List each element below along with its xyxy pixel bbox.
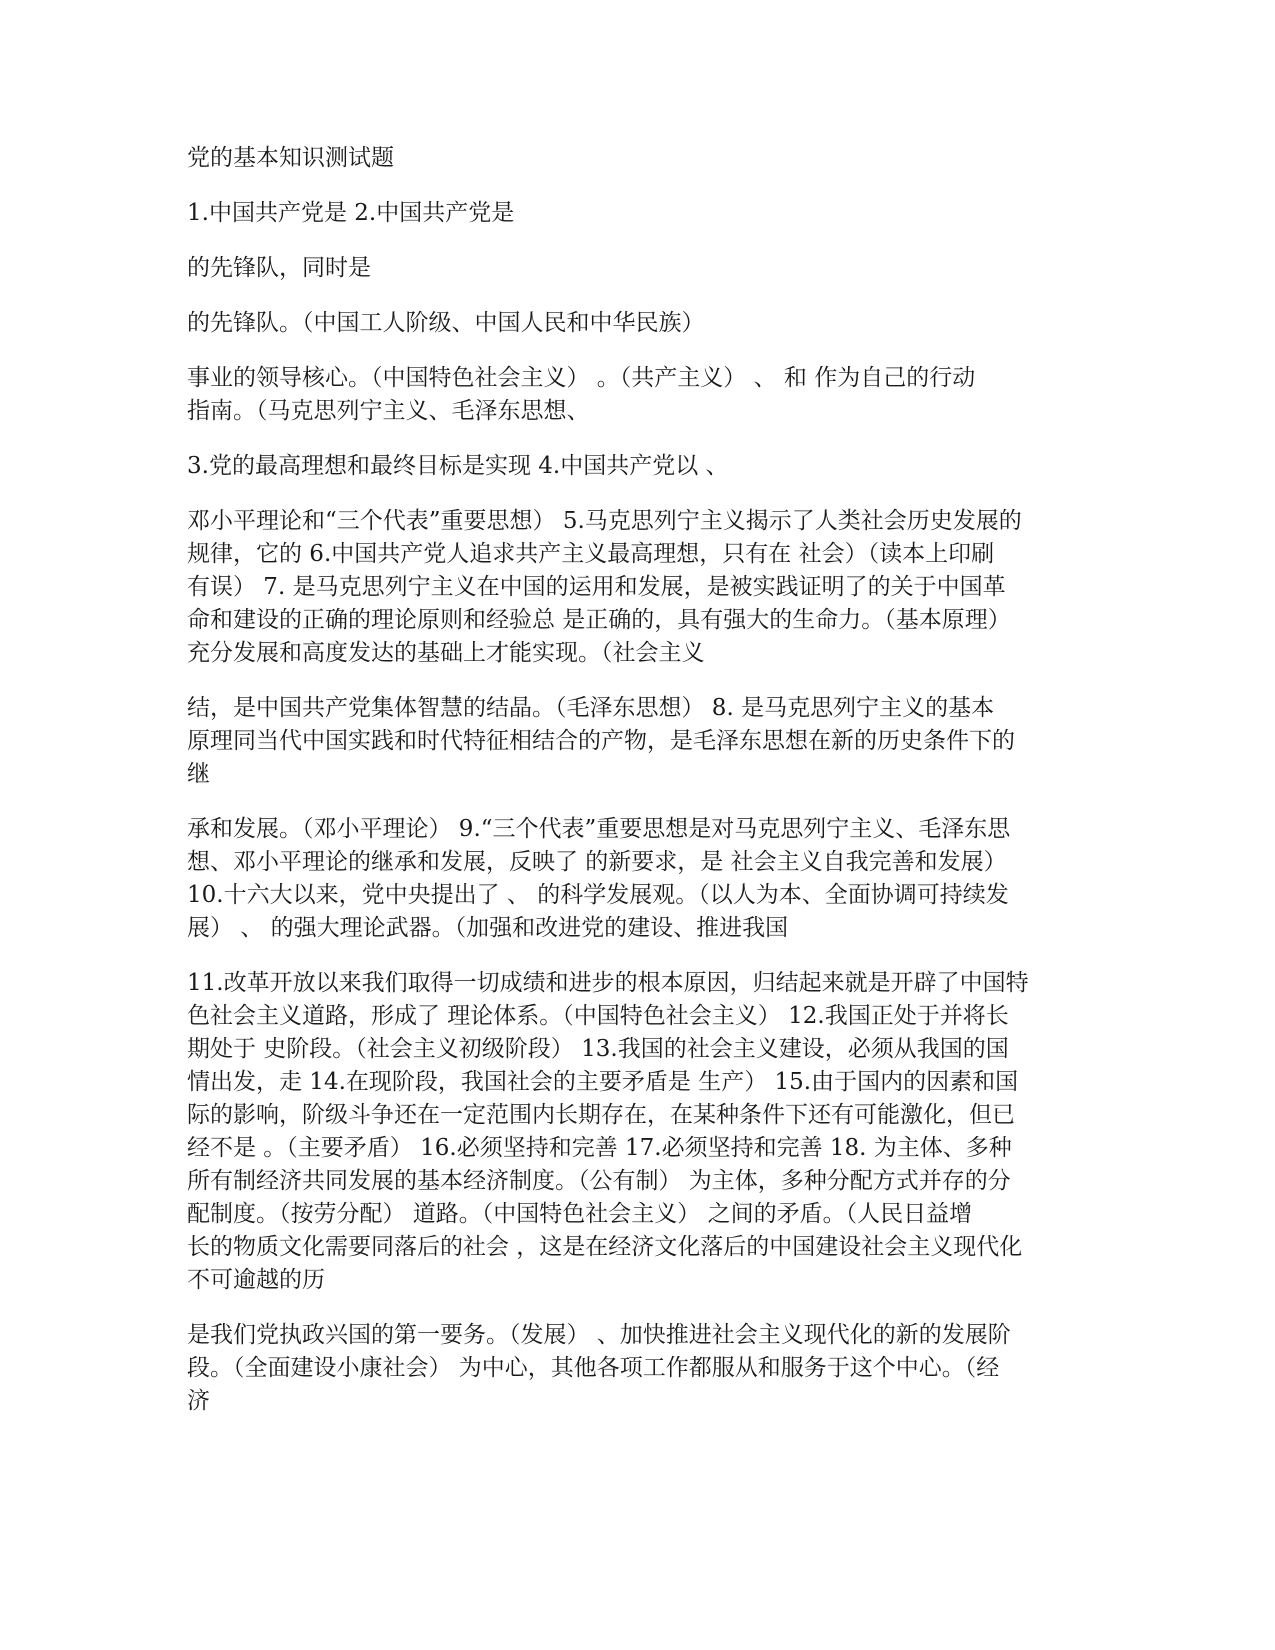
text-line: 规律，它的 6.中国共产党人追求共产主义最高理想，只有在 社会）（读本上印刷 — [187, 541, 995, 567]
text-line: 的先锋队，同时是 — [187, 255, 371, 281]
text-line: 不可逾越的历 — [187, 1267, 325, 1293]
text-line: 继 — [187, 761, 210, 787]
paragraph — [187, 505, 1087, 670]
text-line: 11.改革开放以来我们取得一切成绩和进步的根本原因，归结起来就是开辟了中国特 — [187, 970, 1029, 996]
paragraph — [187, 252, 1087, 285]
paragraph — [187, 450, 1087, 483]
text-line: 原理同当代中国实践和时代特征相结合的产物，是毛泽东思想在新的历史条件下的 — [187, 728, 1015, 754]
text-line: 展） 、 的强大理论武器。（加强和改进党的建设、推进我国 — [187, 915, 789, 941]
text-line: 想、邓小平理论的继承和发展，反映了 的新要求，是 社会主义自我完善和发展） — [187, 849, 1007, 875]
text-line: 的先锋队。（中国工人阶级、中国人民和中华民族） — [187, 310, 705, 336]
text-line: 济 — [187, 1388, 210, 1414]
paragraph — [187, 692, 1087, 791]
text-line: 有误） 7. 是马克思列宁主义在中国的运用和发展，是被实践证明了的关于中国革 — [187, 574, 1006, 600]
text-line: 指南。（马克思列宁主义、毛泽东思想、 — [187, 398, 590, 424]
paragraph — [187, 813, 1087, 945]
text-line: 情出发，走 14.在现阶段，我国社会的主要矛盾是 生产） 15.由于国内的因素和国 — [187, 1069, 1019, 1095]
text-line: 是我们党执政兴国的第一要务。（发展） 、加快推进社会主义现代化的新的发展阶 — [187, 1322, 1011, 1348]
text-line: 长的物质文化需要同落后的社会 ，这是在经济文化落后的中国建设社会主义现代化 — [187, 1234, 1023, 1260]
text-line: 3.党的最高理想和最终目标是实现 4.中国共产党以 、 — [187, 453, 729, 479]
paragraph — [187, 1319, 1087, 1418]
document-title — [187, 142, 1087, 175]
text-line: 结，是中国共产党集体智慧的结晶。（毛泽东思想） 8. 是马克思列宁主义的基本 — [187, 695, 995, 721]
text-line: 充分发展和高度发达的基础上才能实现。（社会主义 — [187, 640, 705, 666]
text-line: 配制度。（按劳分配） 道路。（中国特色社会主义） 之间的矛盾。（人民日益增 — [187, 1201, 973, 1227]
text-line: 事业的领导核心。（中国特色社会主义） 。（共产主义） 、 和 作为自己的行动 — [187, 365, 976, 391]
paragraph — [187, 967, 1087, 1297]
text-line: 期处于 史阶段。（社会主义初级阶段） 13.我国的社会主义建设，必须从我国的国 — [187, 1036, 1009, 1062]
document-body — [187, 197, 1087, 1418]
text-line: 色社会主义道路，形成了 理论体系。（中国特色社会主义） 12.我国正处于并将长 — [187, 1003, 1009, 1029]
document-page — [187, 142, 1087, 1440]
paragraph — [187, 197, 1087, 230]
text-line: 10.十六大以来，党中央提出了 、 的科学发展观。（以人为本、全面协调可持续发 — [187, 882, 1009, 908]
text-line: 命和建设的正确的理论原则和经验总 是正确的，具有强大的生命力。（基本原理） — [187, 607, 1011, 633]
paragraph — [187, 362, 1087, 428]
text-line: 际的影响，阶级斗争还在一定范围内长期存在，在某种条件下还有可能激化，但已 — [187, 1102, 1015, 1128]
text-line: 段。（全面建设小康社会） 为中心，其他各项工作都服从和服务于这个中心。（经 — [187, 1355, 1000, 1381]
text-line: 经不是 。（主要矛盾） 16.必须坚持和完善 17.必须坚持和完善 18. 为主体、多种 — [187, 1135, 1012, 1161]
paragraph — [187, 307, 1087, 340]
text-line: 承和发展。（邓小平理论） 9.“三个代表”重要思想是对马克思列宁主义、毛泽东思 — [187, 816, 1011, 842]
text-line: 1.中国共产党是 2.中国共产党是 — [187, 200, 515, 226]
title-text: 党的基本知识测试题 — [187, 145, 394, 171]
text-line: 所有制经济共同发展的基本经济制度。（公有制） 为主体，多种分配方式并存的分 — [187, 1168, 1011, 1194]
text-line: 邓小平理论和“三个代表”重要思想） 5.马克思列宁主义揭示了人类社会历史发展的 — [187, 508, 1022, 534]
